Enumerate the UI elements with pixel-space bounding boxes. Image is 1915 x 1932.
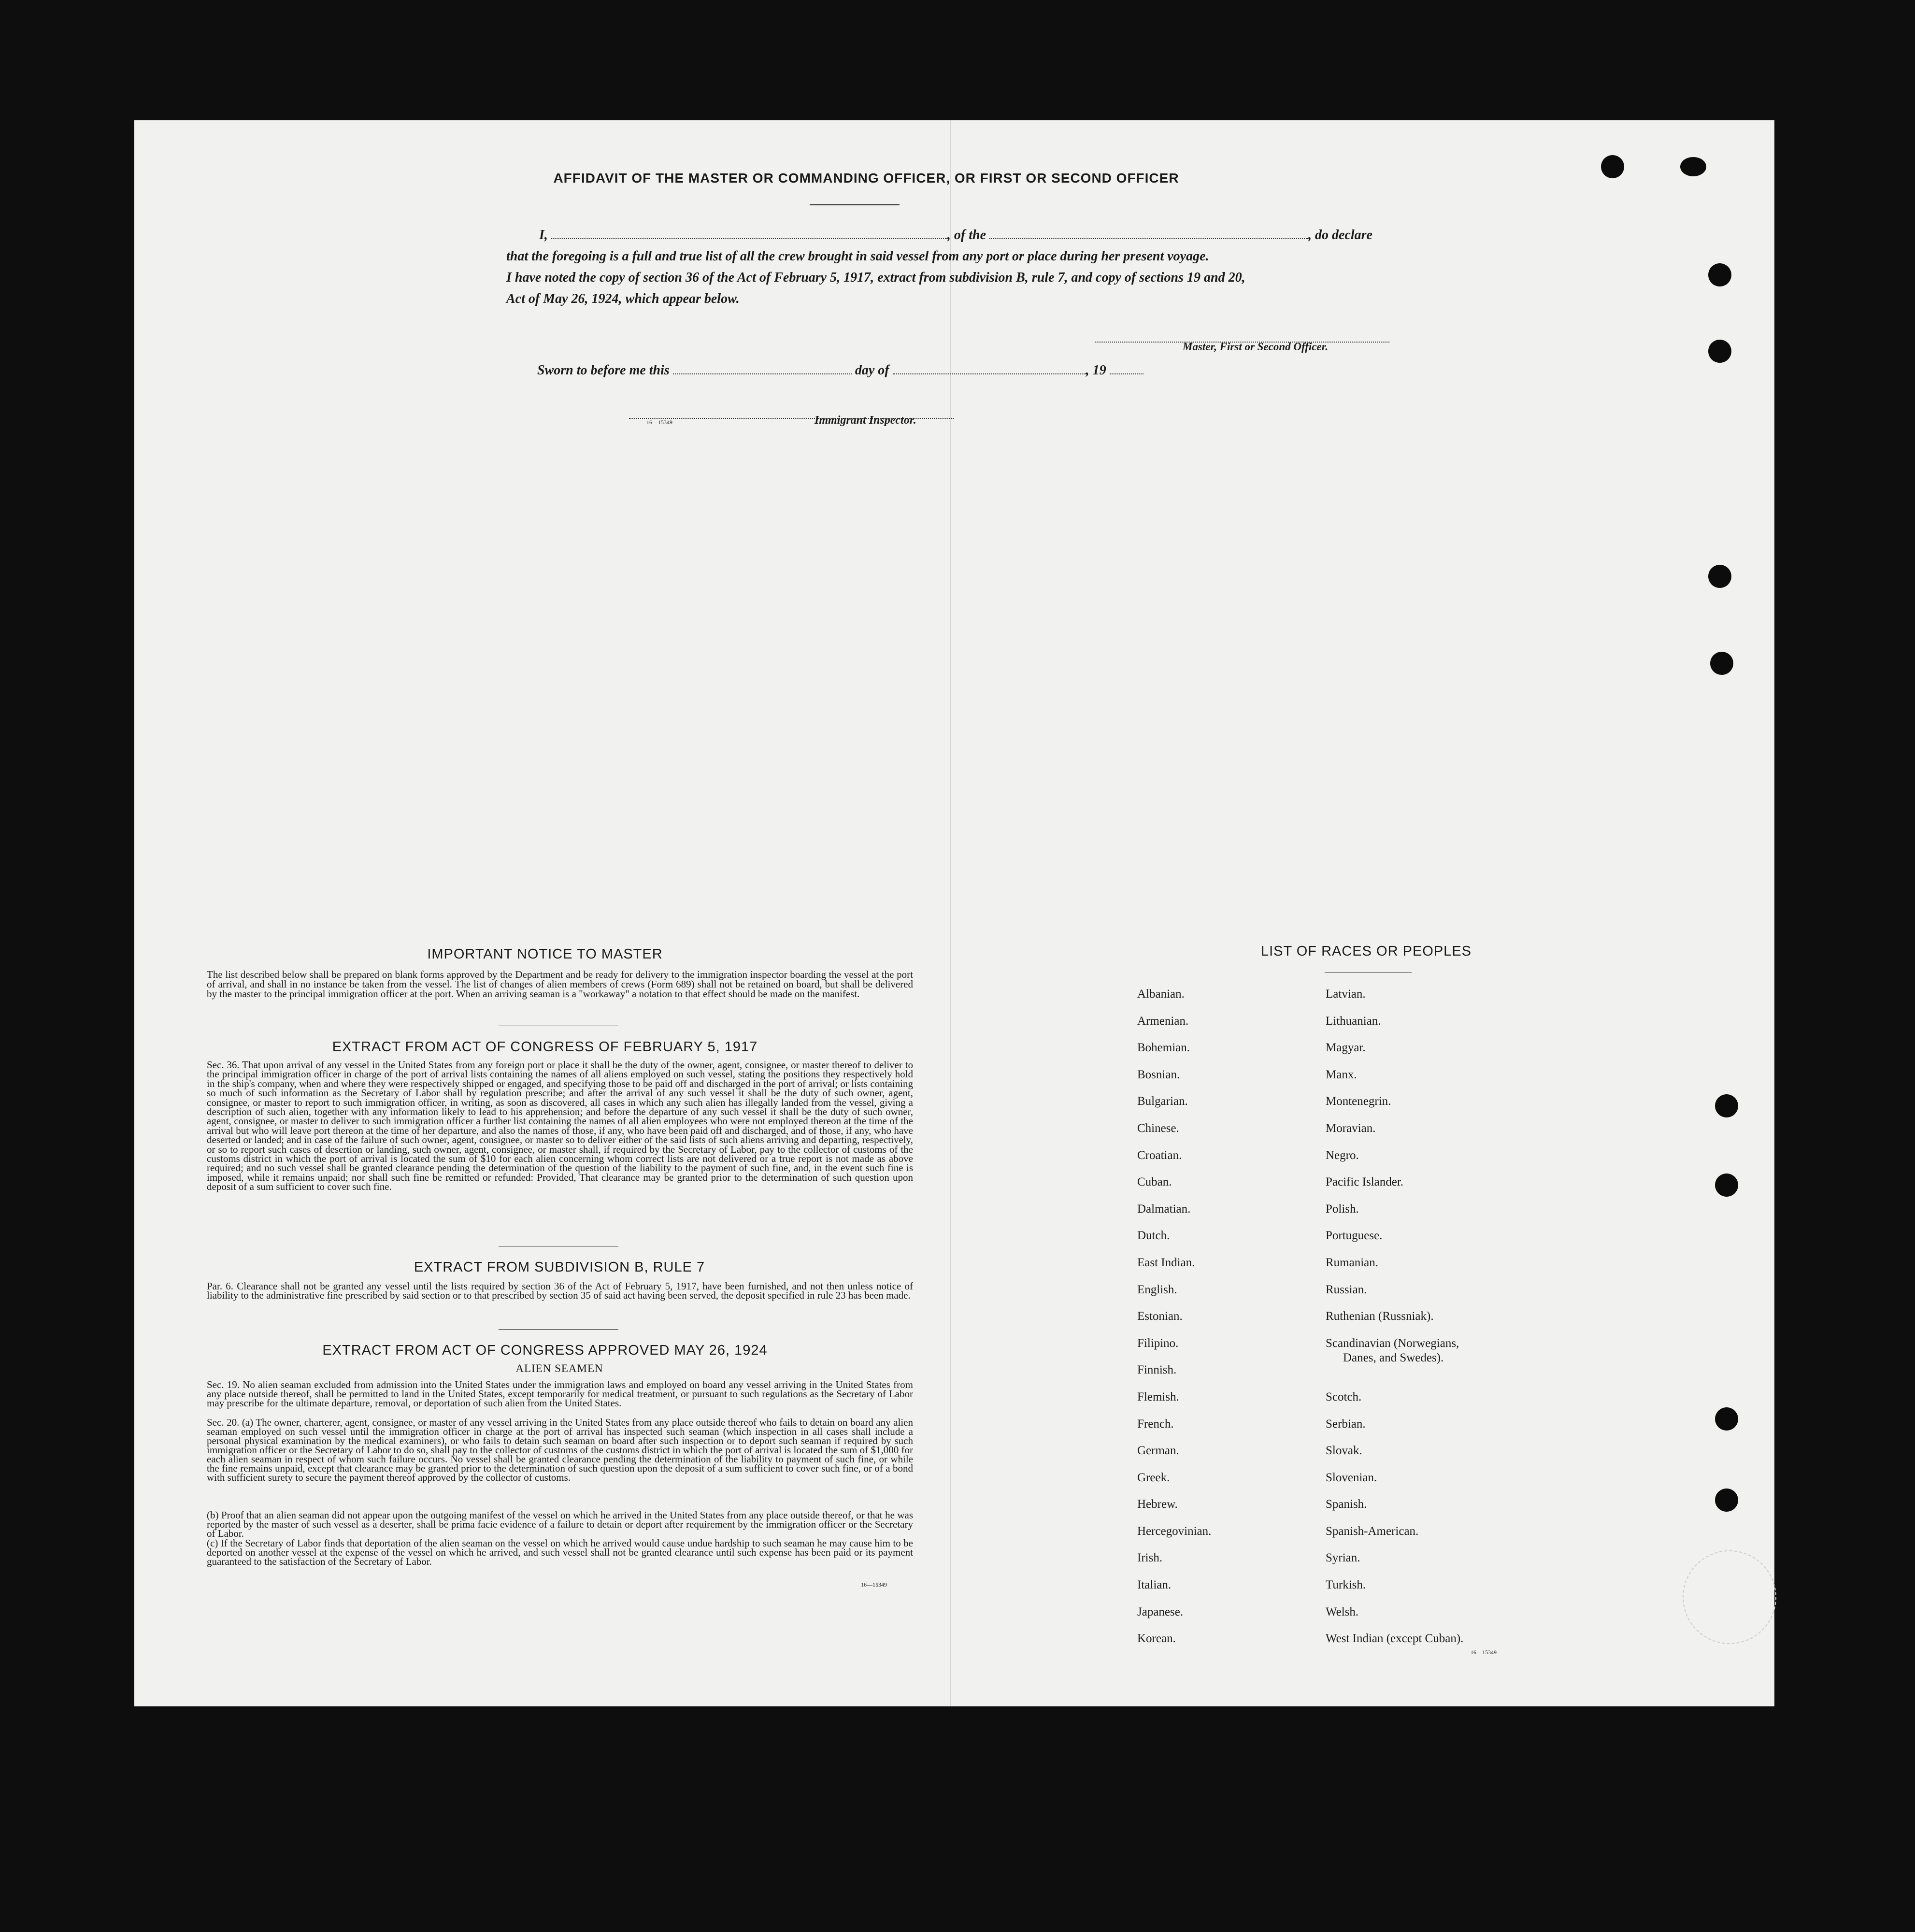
race-item: Japanese. [1137,1605,1184,1618]
races-left-column [1137,987,1292,1659]
race-item: Irish. [1137,1551,1163,1565]
page-fold [950,120,951,1706]
punch-hole [1708,340,1731,363]
extract-1924-form-number: 16—15349 [861,1581,887,1588]
race-item: Armenian. [1137,1014,1189,1028]
sworn-day-blank[interactable] [673,365,852,374]
race-item: Dutch. [1137,1229,1170,1243]
sworn-year: , 19 [1086,363,1106,378]
sworn-month-blank[interactable] [893,365,1086,374]
race-item: French. [1137,1417,1174,1431]
vessel-blank[interactable] [989,229,1308,239]
affidavit-line-4: Act of May 26, 1924, which appear below. [506,291,740,306]
race-item: Slovenian. [1326,1471,1377,1484]
race-item: Hercegovinian. [1137,1524,1212,1538]
punch-hole [1680,157,1706,176]
sec20a-body: Sec. 20. (a) The owner, charterer, agent, consignee, or master of any vessel arriving in the United States from any place outside thereof who fails to detain on board any alien seaman employed on such vessel until the immigration officer in charge at the port of arrival has inspected such seaman (which inspection in all cases shall include a personal physical examination by the medical examiners), or who fails to detain such seaman on board after such inspection or to deport such seaman if required by such immigration officer or the Secretary of Labor to do so, shall pay to the collector of customs of the customs district in which the port of arrival is located the sum of $1,000 for each alien seaman in respect of whom such failure occurs. No vessel shall be granted clearance pending the determination of the liability to payment of such fine, or while the fine remains unpaid, except that clearance may be granted prior to the determination of such question upon the deposit of a sum sufficient to cover such fine, or of a bond with sufficient surety to secure the payment thereof approved by the collector of customs. [207,1417,913,1483]
race-item: Dalmatian. [1137,1202,1191,1216]
affidavit-line-3: I have noted the copy of section 36 of the Act of February 5, 1917, extract from subdivision B, rule 7, and copy of sections 19 and 20, [506,270,1245,285]
punch-hole [1715,1174,1738,1197]
race-item: East Indian. [1137,1256,1195,1269]
race-item: Rumanian. [1326,1256,1379,1269]
punch-hole [1715,1488,1738,1512]
race-item: Serbian. [1326,1417,1366,1431]
race-item: Italian. [1137,1578,1172,1592]
race-item: Korean. [1137,1632,1176,1646]
races-right-column [1326,987,1538,1659]
race-item: Scotch. [1326,1390,1362,1403]
race-item: Turkish. [1326,1578,1366,1592]
name-blank[interactable] [551,229,947,239]
affidavit-declare: , do declare [1308,228,1372,243]
punch-hole [1708,263,1731,286]
title-underline [810,204,900,205]
race-item: Spanish-American. [1326,1524,1419,1538]
inspector-label: Immigrant Inspector. [815,414,916,427]
race-item: Negro. [1326,1148,1359,1162]
sworn-year-blank[interactable] [1110,365,1143,374]
race-item: Scandinavian (Norwegians, [1326,1336,1459,1350]
race-item: Cuban. [1137,1175,1172,1189]
race-item: Greek. [1137,1471,1170,1484]
race-item: Syrian. [1326,1551,1360,1565]
race-item: Magyar. [1326,1041,1366,1055]
race-item: German. [1137,1444,1179,1458]
race-item: Estonian. [1137,1310,1183,1323]
affidavit-line-2: that the foregoing is a full and true list of all the crew brought in said vessel from any port or place during her present voyage. [506,249,1209,264]
extract-1917-body: Sec. 36. That upon arrival of any vessel in the United States from any foreign port or place it shall be the duty of the owner, agent, consignee, or master thereof to deliver to the principal immigration officer in charge of the port of arrival lists containing the names of all aliens employed on such vessel, stating the positions they respectively hold in the ship's company, when and where they were respectively shipped or engaged, and specifying those to be paid off and discharged in the port of arrival; or lists containing so much of such information as the Secretary of Labor shall by regulation prescribe; and after the arrival of any such vessel it shall be the duty of such owner, agent, consignee, or master to report to such immigration officer, in writing, as soon as discovered, all cases in which any such alien has illegally landed from the vessel, giving a description of such alien, together with any information likely to lead to his apprehension; and before the departure of any such vessel it shall be the duty of such owner, agent, consignee, or master to deliver to such immigration officer a further list containing the names of all alien employees who were not employed thereon at the time of the arrival but who will leave port thereon at the time of her departure, and also the names of those, if any, who have been paid off and discharged, and of those, if any, who have deserted or landed; and in case of the failure of such owner, agent, consignee, or master so to deliver either of the said lists of such aliens arriving and departing, respectively, or so to report such cases of desertion or landing, such owner, agent, consignee, or master shall, if required by the Secretary of Labor, pay to the collector of customs of the customs district in which the port of arrival is located the sum of $10 for each alien concerning whom correct lists are not delivered or a true report is not made as above required; and no such vessel shall be granted clearance pending the determination of the question of the liability to the payment of such fine, and, in the event such fine is imposed, while it remains unpaid; nor shall such fine be remitted or refunded: Provided, That clearance may be granted prior to the determination of such question upon deposit of a sum sufficient to cover such fine. [207,1059,913,1193]
faded-seal [1683,1550,1776,1644]
races-title: LIST OF RACES OR PEOPLES [1260,944,1472,959]
rule7-divider [499,1329,618,1330]
race-item: Latvian. [1326,987,1366,1001]
punch-hole [1708,565,1731,588]
race-item: Pacific Islander. [1326,1175,1404,1189]
sec20b-body: (b) Proof that an alien seaman did not appear upon the outgoing manifest of the vessel on which he arrived in the United States from any place outside thereof, or that he was reported by the master of such vessel as a deserter, shall be prima facie evidence of a failure to detain or deport after requirement by the immigration officer or the Secretary of Labor. [207,1509,913,1539]
race-item: Finnish. [1137,1363,1177,1377]
race-item: Hebrew. [1137,1498,1178,1511]
race-item: Spanish. [1326,1498,1367,1511]
sworn-line [537,363,1143,378]
race-item: Bohemian. [1137,1041,1190,1055]
punch-hole [1601,155,1624,178]
race-item: Montenegrin. [1326,1095,1391,1108]
affidavit-line-1 [539,228,1372,243]
race-item: Filipino. [1137,1336,1179,1350]
race-item: English. [1137,1283,1177,1296]
punch-hole [1710,652,1733,675]
affidavit-of-the: , of the [947,228,986,243]
races-form-number: 16—15349 [1471,1649,1497,1656]
race-item: Croatian. [1137,1148,1182,1162]
race-item: Russian. [1326,1283,1367,1296]
race-item: Flemish. [1137,1390,1179,1403]
notice-body: The list described below shall be prepared on blank forms approved by the Department and be ready for delivery to the immigration inspector boarding the vessel at the port of arrival, and shall in no instance be taken from the vessel. The list of changes of alien members of crews (Form 689) shall not be retained on board, but shall be delivered by the master to the principal immigration officer at the port. When an arriving seaman is a "workaway" a notation to that effect should be made on the manifest. [207,969,913,1000]
rule7-body: Par. 6. Clearance shall not be granted any vessel until the lists required by section 36 of the Act of February 5, 1917, have been furnished, and not then unless notice of liability to the administrative fine prescribed by said section or to that prescribed by section 35 of said act having been served, the deposit specified in rule 23 has been made. [207,1280,913,1302]
rule7-title: EXTRACT FROM SUBDIVISION B, RULE 7 [414,1259,705,1275]
race-item: Bulgarian. [1137,1095,1188,1108]
race-item: Moravian. [1326,1121,1376,1135]
race-item: Welsh. [1326,1605,1359,1618]
race-item: Manx. [1326,1068,1357,1081]
affidavit-i: I, [539,228,548,243]
race-item: Polish. [1326,1202,1359,1216]
punch-hole [1715,1094,1738,1117]
extract-1917-title: EXTRACT FROM ACT OF CONGRESS OF FEBRUARY 5, 1917 [332,1039,758,1055]
extract-1924-subtitle: ALIEN SEAMEN [515,1362,603,1374]
form-sheet [134,120,1774,1706]
punch-hole [1715,1407,1738,1431]
race-item: Albanian. [1137,987,1185,1001]
extract-1924-title: EXTRACT FROM ACT OF CONGRESS APPROVED MAY 26, 1924 [322,1343,768,1358]
notice-title: IMPORTANT NOTICE TO MASTER [427,946,663,962]
race-item: Chinese. [1137,1121,1179,1135]
race-item: Danes, and Swedes). [1343,1351,1444,1364]
race-item: Slovak. [1326,1444,1362,1458]
race-item: Ruthenian (Russniak). [1326,1310,1434,1323]
race-item: Lithuanian. [1326,1014,1381,1028]
sec19-body: Sec. 19. No alien seaman excluded from admission into the United States under the immigration laws and employed on board any vessel arriving in the United States from any place outside thereof, shall be permitted to land in the United States, except temporarily for medical treatment, or pursuant to such regulations as the Secretary of Labor may prescribe for the ultimate departure, removal, or deportation of such alien from the United States. [207,1379,913,1409]
affidavit-form-number: 16—15349 [646,419,672,426]
sec20c-body: (c) If the Secretary of Labor finds that deportation of the alien seaman on the vessel on which he arrived would cause undue hardship to such seaman he may cause him to be deported on another vessel at the expense of the vessel on which he arrived, and such vessel shall not be granted clearance until such expense has been paid or its payment guaranteed to the satisfaction of the Secretary of Labor. [207,1537,913,1567]
race-item: Portuguese. [1326,1229,1383,1243]
master-signature-label: Master, First or Second Officer. [1183,341,1329,353]
sworn-day-of: day of [855,363,889,378]
race-item: West Indian (except Cuban). [1326,1632,1464,1646]
affidavit-title: AFFIDAVIT OF THE MASTER OR COMMANDING OFFICER, OR FIRST OR SECOND OFFICER [553,171,1179,186]
race-item: Bosnian. [1137,1068,1180,1081]
sworn-prefix: Sworn to before me this [537,363,670,378]
